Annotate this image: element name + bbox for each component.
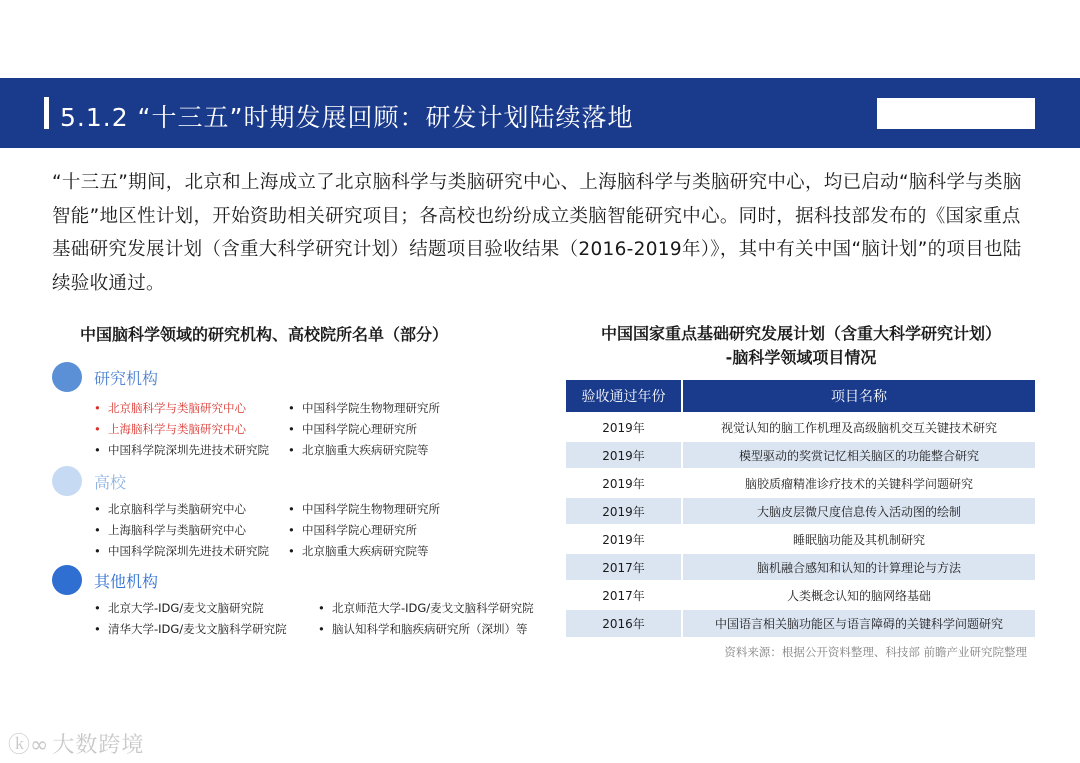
cell-year: 2017年 [566,581,682,609]
institution-item: • 北京师范大学-IDG/麦戈文脑科学研究院 [318,601,534,615]
cell-project: 睡眠脑功能及其机制研究 [682,525,1035,553]
institution-item: • 中国科学院生物物理研究所 [288,401,440,415]
table-row [566,469,1035,497]
left-panel-title: 中国脑科学领域的研究机构、高校院所名单（部分） [80,325,449,344]
cell-project: 脑机融合感知和认知的计算理论与方法 [682,553,1035,581]
institution-item: • 中国科学院生物物理研究所 [288,502,440,516]
cell-year: 2016年 [566,609,682,637]
table-row [566,553,1035,581]
institution-item: • 脑认知科学和脑疾病研究所（深圳）等 [318,622,528,636]
institution-item: • 北京脑重大疾病研究院等 [288,443,429,457]
category-label: 高校 [94,472,127,492]
institution-item: • 中国科学院心理研究所 [288,523,417,537]
table-row [566,413,1035,441]
cell-year: 2019年 [566,441,682,469]
category-circle-icon [52,362,82,392]
category-other-institutions [52,565,158,595]
right-panel-title-line2: -脑科学领域项目情况 [725,348,877,367]
institution-item: • 北京脑重大疾病研究院等 [288,544,429,558]
table-row [566,525,1035,553]
institution-item: • 上海脑科学与类脑研究中心 [94,523,246,537]
table-row [566,609,1035,637]
column-header-project: 项目名称 [682,380,1035,413]
table-row [566,581,1035,609]
header-logo-placeholder [877,98,1035,129]
table-row [566,497,1035,525]
cell-year: 2017年 [566,553,682,581]
institution-item: • 中国科学院深圳先进技术研究院 [94,443,269,457]
cell-project: 脑胶质瘤精准诊疗技术的关键科学问题研究 [682,469,1035,497]
cell-project: 视觉认知的脑工作机理及高级脑机交互关键技术研究 [682,413,1035,441]
right-panel-title [566,322,1036,370]
category-circle-icon [52,565,82,595]
category-label: 研究机构 [94,368,159,388]
cell-project: 人类概念认知的脑网络基础 [682,581,1035,609]
institution-item: • 北京脑科学与类脑研究中心 [94,502,246,516]
cell-project: 中国语言相关脑功能区与语言障碍的关键科学问题研究 [682,609,1035,637]
watermark [8,728,144,759]
header-bar [0,78,1080,148]
page-title: 5.1.2 “十三五”时期发展回顾：研发计划陆续落地 [60,103,634,132]
table-header-row [566,380,1035,413]
institution-item: • 北京脑科学与类脑研究中心 [94,401,246,415]
cell-project: 模型驱动的奖赏记忆相关脑区的功能整合研究 [682,441,1035,469]
intro-paragraph: “十三五”期间，北京和上海成立了北京脑科学与类脑研究中心、上海脑科学与类脑研究中心，均已启动“脑科学与类脑智能”地区性计划，开始资助相关研究项目；各高校也纷纷成立类脑智能研究中心。同时，据科技部发布的《国家重点基础研究发展计划（含重大科学研究计划）结题项目验收结果（2016-2019年）》，其中有关中国“脑计划”的项目也陆续验收通过。 [52,172,1022,294]
institution-item: • 清华大学-IDG/麦戈文脑科学研究院 [94,622,287,636]
column-header-year: 验收通过年份 [566,380,682,413]
cell-year: 2019年 [566,525,682,553]
header-accent-bar [44,97,49,129]
projects-table [566,380,1035,637]
category-circle-icon [52,466,82,496]
right-panel-title-line1: 中国国家重点基础研究发展计划（含重大科学研究计划） [600,324,1001,343]
cell-year: 2019年 [566,469,682,497]
institution-item: • 上海脑科学与类脑研究中心 [94,422,246,436]
institution-item: • 北京大学-IDG/麦戈文脑研究院 [94,601,264,615]
institution-item: • 中国科学院深圳先进技术研究院 [94,544,269,558]
source-note: 资料来源：根据公开资料整理、科技部 前瞻产业研究院整理 [724,645,1027,659]
cell-year: 2019年 [566,413,682,441]
cell-project: 大脑皮层微尺度信息传入活动图的绘制 [682,497,1035,525]
institution-item: • 中国科学院心理研究所 [288,422,417,436]
category-research-institutes [52,362,158,392]
category-universities [52,466,126,496]
cell-year: 2019年 [566,497,682,525]
watermark-text: 大数跨境 [52,733,145,758]
table-row [566,441,1035,469]
watermark-logo-icon: ⓚ∞ [8,733,49,758]
category-label: 其他机构 [94,571,159,591]
